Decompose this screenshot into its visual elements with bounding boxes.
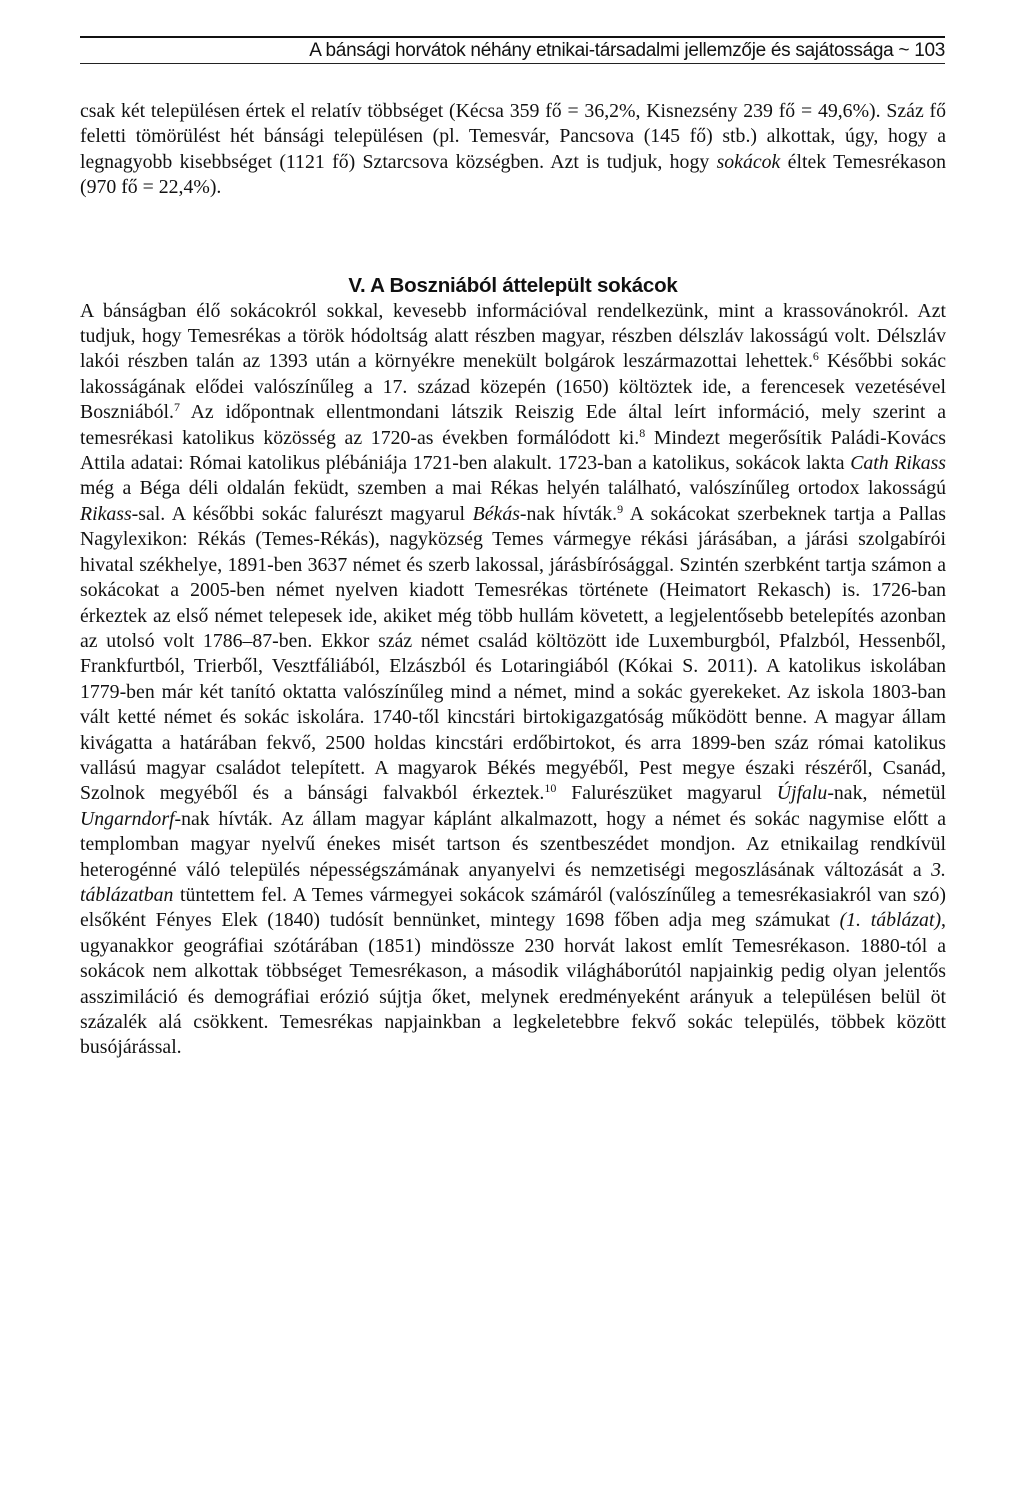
footnote-ref: 9 <box>617 501 624 516</box>
italic-term: Békás <box>472 502 520 525</box>
footnote-ref: 6 <box>812 349 819 364</box>
body-text: még a Béga déli oldalán feküdt, szemben a mai Rékas helyén található, valószínűleg ortodox lakosságú <box>80 477 946 500</box>
intro-text: éltek Temesrékason (970 fő = 22,4%). <box>80 150 946 199</box>
italic-term: sokácok <box>716 150 781 173</box>
body-text: -nak, németül <box>827 782 946 805</box>
running-header <box>80 36 945 64</box>
footnote-ref: 7 <box>173 400 180 415</box>
body-text: Az időpontnak ellentmondani látszik Reiszig Ede által leírt információ, mely szerint a temesrékasi katolikus közösség az 1720-as években formálódott ki. <box>80 401 946 449</box>
body-text: Mindezt megerősítik Paládi-Kovács Attila adatai: Római katolikus plébániája 1721-ben alakult. 1723-ban a katolikus, sokácok lakta <box>80 426 946 475</box>
intro-text: csak két településen értek el relatív többséget (Kécsa 359 fő = 36,2%, Kisnezsény 239 fő = 49,6%). Száz fő feletti tömörülést hét bánsági településen (pl. Temesvár, Pancsova (145 fő) stb.) alkottak, úgy, hogy a legnagyobb kisebbséget (1121 fő) Sztarcsova községben. Azt is tudjuk, hogy <box>80 100 946 173</box>
italic-term: Újfalu <box>776 782 828 805</box>
italic-term: Ungarndorf <box>80 807 175 830</box>
italic-term: Cath Rikass <box>850 452 946 475</box>
footnote-ref: 8 <box>639 425 646 440</box>
italic-term: Rikass <box>80 502 132 525</box>
section-heading: V. A Boszniából áttelepült sokácok <box>348 273 678 297</box>
running-title: A bánsági horvátok néhány etnikai-társadalmi jellemzője és sajátossága <box>309 40 894 61</box>
header-separator: ~ <box>898 40 910 61</box>
page-number: 103 <box>914 40 945 61</box>
body-text: Falurészüket magyarul <box>556 782 777 805</box>
running-header-text <box>80 40 945 64</box>
body-text: -nak hívták. Az állam magyar káplánt alkalmazott, hogy a német és sokác nagymise előtt a templomban magyar nyelvű énekes misét tartson és szentbeszédet mondjon. Az etnikailag rendkívül heterogénné váló település népességszámának anyanyelvi és nemzetiségi megoszlásának változását a <box>80 807 946 881</box>
table-reference: (1. táblázat) <box>839 909 942 932</box>
body-text: , ugyanakkor geográfiai szótárában (1851) mindössze 230 horvát lakost említ Temesrékason. 1880-tól a sokácok nem alkottak többséget Temesrékason, a második világháborútól napjainkig pedig olyan jelentős asszimiláció és demográfiai erózió sújtja őket, melynek eredményeként arányuk a településen belül öt százalék alá csökkent. Temesrékas napjainkban a legkeletebbre fekvő sokác település, többek között busójárással. <box>80 909 946 1059</box>
body-text: A sokácokat szerbeknek tartja a Pallas Nagylexikon: Rékás (Temes-Rékás), nagyközség Temes vármegye rékási járásában, a járási szolgabírói hivatal székhelye, 1891-ben 3637 német és szerb lakossal, járásbírósággal. Szintén szerbként tartja számon a sokácokat a 2005-ben német nyelven kiadott Temesrékas története (Heimatort Rekasch) is. 1726-ban érkeztek az első német telepesek ide, akiket még több hullám követett, a legjelentősebb betelepítés azonban az utolsó volt 1786–87-ben. Ekkor száz német család költözött ide Luxemburgból, Pfalzból, Hessenből, Frankfurtból, Trierből, Vesztfáliából, Elzászból és Lotaringiából (Kókai S. 2011). A katolikus iskolában 1779-ben már két tanító oktatta valószínűleg mind a német, mind a sokác gyerekeket. Az iskola 1803-ban vált ketté német és sokác iskolára. 1740-től kincstári birtokigazgatóság működött benne. A magyar állam kivágatta a határában fekvő, 2500 holdas kincstári erdőbirtokot, és arra 1899-ben száz római katolikus vallású magyar családot telepített. A magyarok Békés megyéből, Pest megye északi részéről, Csanád, Szolnok megyéből és a bánsági falvakból érkeztek. <box>80 502 946 805</box>
footnote-ref: 10 <box>544 781 557 796</box>
body-paragraph <box>80 299 946 1061</box>
page-content <box>80 99 946 1061</box>
body-text: -sal. A későbbi sokác falurészt magyarul <box>131 502 473 525</box>
body-text: -nak hívták. <box>519 502 618 525</box>
body-text: Későbbi sokác lakosságának elődei valószínűleg a 17. század közepén (1650) költöztek ide, a ferencesek vezetésével Boszniából. <box>80 350 946 424</box>
body-text: tüntettem fel. A Temes vármegyei sokácok számáról (valószínűleg a temesrékasiakról van szó) elsőként Fényes Elek (1840) tudósít bennünket, mintegy 1698 főben adja meg számukat <box>80 883 946 932</box>
table-reference: 3. táblázatban <box>80 858 946 906</box>
intro-paragraph <box>80 99 946 201</box>
body-text: A bánságban élő sokácokról sokkal, kevesebb információval rendelkezünk, mint a krassovánokról. Azt tudjuk, hogy Temesrékas a török hódoltság alatt részben magyar, részben délszláv lakosságú volt. Délszláv lakói részben talán az 1393 után a környékre menekült bolgárok leszármazottai lehettek. <box>80 299 946 373</box>
